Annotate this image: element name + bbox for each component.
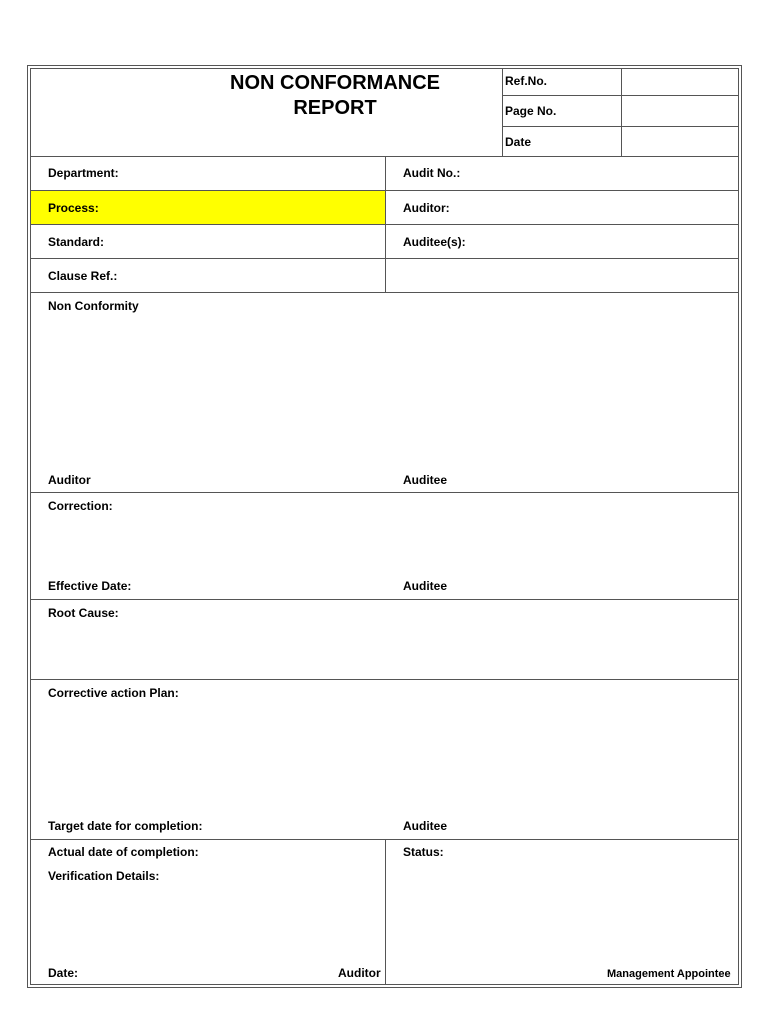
rule-verification-divider bbox=[385, 839, 386, 985]
report-title-line1: NON CONFORMANCE bbox=[230, 72, 440, 94]
correction-auditee-label: Auditee bbox=[403, 579, 448, 593]
date-label: Date bbox=[505, 135, 532, 149]
rule-correction-bottom bbox=[30, 599, 739, 600]
corrective-auditee-label: Auditee bbox=[403, 819, 448, 833]
root-cause-heading: Root Cause: bbox=[48, 606, 119, 620]
standard-label: Standard: bbox=[48, 235, 105, 249]
effective-date-label: Effective Date: bbox=[48, 579, 132, 593]
verification-auditor-label: Auditor bbox=[338, 966, 381, 980]
process-label: Process: bbox=[48, 201, 99, 215]
ref-no-label: Ref.No. bbox=[505, 74, 547, 88]
target-date-label: Target date for completion: bbox=[48, 819, 203, 833]
page-no-value[interactable] bbox=[623, 97, 738, 125]
rule-rootcause-bottom bbox=[30, 679, 739, 680]
management-appointee-label: Management Appointee bbox=[607, 968, 731, 980]
date-value[interactable] bbox=[623, 128, 738, 155]
rule-fields-divider bbox=[385, 156, 386, 292]
department-label: Department: bbox=[48, 166, 119, 180]
auditees-label: Auditee(s): bbox=[403, 235, 466, 249]
actual-date-label: Actual date of completion: bbox=[48, 845, 199, 859]
ref-no-value[interactable] bbox=[623, 69, 738, 94]
audit-no-label: Audit No.: bbox=[403, 166, 461, 180]
rule-header-col2 bbox=[621, 68, 622, 156]
corrective-action-heading: Corrective action Plan: bbox=[48, 686, 179, 700]
non-conformity-heading: Non Conformity bbox=[48, 299, 139, 313]
rule-clause-bottom bbox=[30, 292, 739, 293]
rule-nonconformity-bottom bbox=[30, 492, 739, 493]
auditor-label: Auditor: bbox=[403, 201, 450, 215]
verification-details-label: Verification Details: bbox=[48, 869, 160, 883]
nc-auditor-label: Auditor bbox=[48, 473, 91, 487]
nc-auditee-label: Auditee bbox=[403, 473, 448, 487]
report-title-line2: REPORT bbox=[293, 97, 377, 119]
page-no-label: Page No. bbox=[505, 104, 557, 118]
status-label: Status: bbox=[403, 845, 444, 859]
clause-ref-label: Clause Ref.: bbox=[48, 269, 118, 283]
verification-date-label: Date: bbox=[48, 966, 79, 980]
correction-heading: Correction: bbox=[48, 499, 113, 513]
